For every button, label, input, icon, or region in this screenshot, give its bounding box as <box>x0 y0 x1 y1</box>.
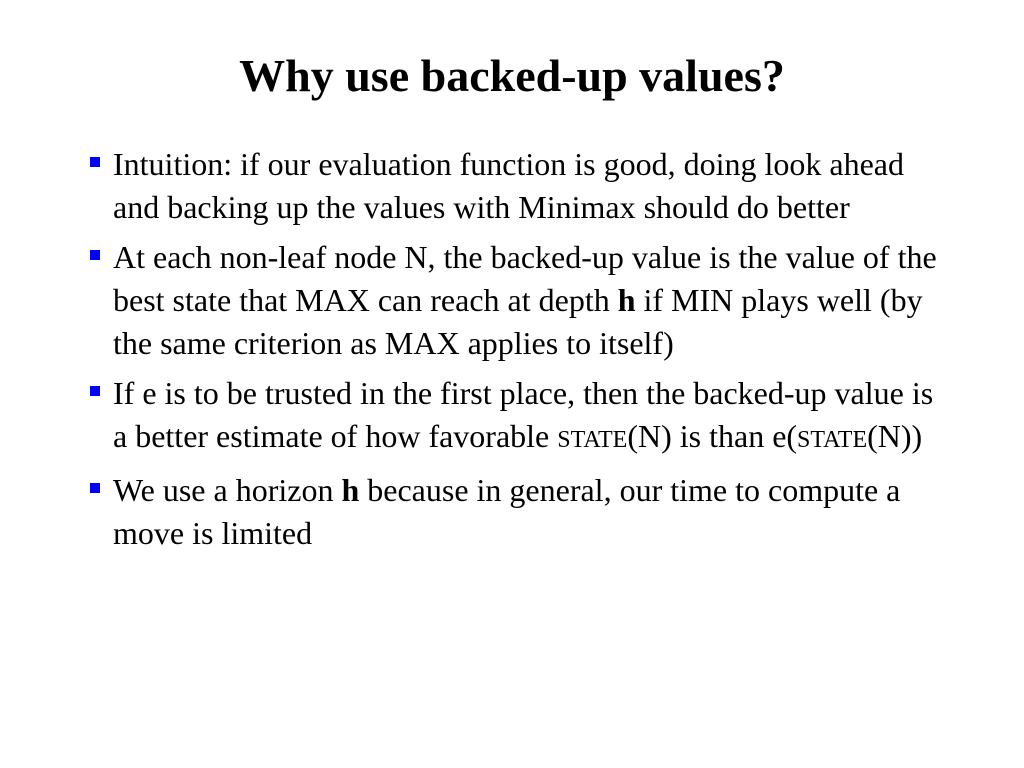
smallcaps-state: STATE <box>557 427 628 453</box>
bullet-item-backed-up-value <box>90 236 940 365</box>
bullet-text-part: At each non-leaf node N, the backed-up value is the value of the best state that MAX can reach at depth <box>113 239 937 318</box>
bullet-list <box>90 143 940 562</box>
square-bullet-icon <box>90 157 100 167</box>
bold-term-h: h <box>341 472 360 508</box>
bullet-item-trust-e <box>90 372 940 462</box>
bullet-text: Intuition: if our evaluation function is good, doing look ahead and backing up the values with Minimax should do better <box>113 146 904 225</box>
bullet-item-intuition <box>90 143 940 229</box>
bold-term-h: h <box>617 282 636 318</box>
bullet-text-part: (N)) <box>867 418 923 454</box>
smallcaps-state: STATE <box>797 427 868 453</box>
bullet-text-part: (N) is than e( <box>627 418 798 454</box>
square-bullet-icon <box>90 386 100 396</box>
bullet-text-part: If e is to be trusted in the first place, then the backed-up value is a better estimate of how favorable <box>113 375 934 454</box>
square-bullet-icon <box>90 483 100 493</box>
bullet-text-part: because in general, our time to compute a move is limited <box>113 472 901 551</box>
bullet-text-part: if MIN plays well (by the same criterion as MAX applies to itself) <box>113 282 923 361</box>
slide-title: Why use backed-up values? <box>239 50 785 101</box>
square-bullet-icon <box>90 250 100 260</box>
bullet-item-horizon <box>90 469 940 555</box>
bullet-text-part: We use a horizon <box>113 472 342 508</box>
